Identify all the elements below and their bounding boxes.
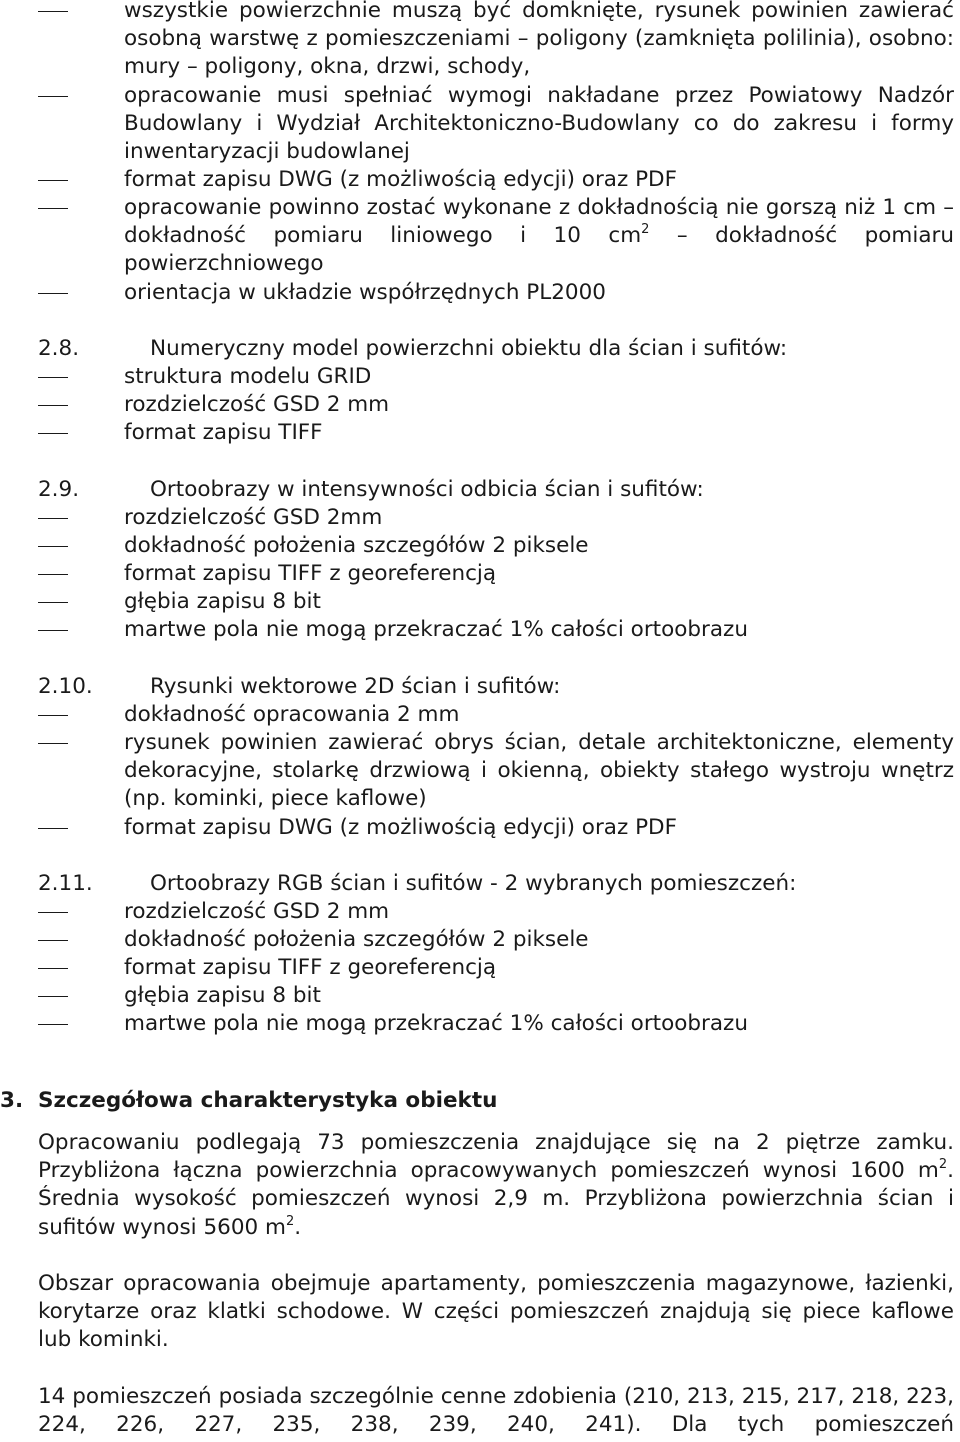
dash-bullet [38,518,68,519]
list-item-text: dokładność położenia szczegółów 2 piksele [124,533,589,558]
list-item-text: opracowanie powinno zostać wykonane z dokładnością nie gorszą niż 1 cm – dokładność pomiaru liniowego i 10 $cm^2$ – dokładność pomiaru powierzchniowego [124,195,954,277]
section-number: 2.9. [38,477,80,502]
dash-bullet [38,180,68,181]
chapter-title: Szczegółowa charakterystyka obiektu [38,1088,498,1113]
section-number: 2.8. [38,336,80,361]
dash-bullet [38,433,68,434]
dash-bullet [38,602,68,603]
paragraph: Obszar opracowania obejmuje apartamenty, pomieszczenia magazynowe, łazienki, korytarze oraz klatki schodowe. W części pomieszczeń znajdują się piece kaflowe lub kominki. [38,1271,954,1353]
dash-bullet [38,743,68,744]
section-number: 2.11. [38,871,93,896]
dash-bullet [38,96,68,97]
list-item-text: martwe pola nie mogą przekraczać 1% całości ortoobrazu [124,617,748,642]
list-item-text: rozdzielczość GSD 2mm [124,505,383,530]
list-item-text: martwe pola nie mogą przekraczać 1% całości ortoobrazu [124,1011,748,1036]
dash-bullet [38,940,68,941]
list-item-text: format zapisu TIFF [124,420,323,445]
dash-bullet [38,968,68,969]
chapter-number: 3. [0,1088,24,1113]
section-number: 2.10. [38,674,93,699]
section-title: Numeryczny model powierzchni obiektu dla ścian i sufitów: [150,336,788,361]
section-title: Rysunki wektorowe 2D ścian i sufitów: [150,674,561,699]
list-item-text: format zapisu TIFF z georeferencją [124,955,497,980]
dash-bullet [38,208,68,209]
section-title: Ortoobrazy RGB ścian i sufitów - 2 wybranych pomieszczeń: [150,871,797,896]
dash-bullet [38,546,68,547]
dash-bullet [38,996,68,997]
section-title: Ortoobrazy w intensywności odbicia ścian i sufitów: [150,477,704,502]
paragraph: Opracowaniu podlegają 73 pomieszczenia znajdujące się na 2 piętrze zamku. Przybliżona łączna powierzchnia opracowywanych pomieszczeń wynosi 1600 $m^2$. Średnia wysokość pomieszczeń wynosi 2,9 m. Przybliżona powierzchnia ścian i sufitów wynosi 5600 $m^2$. [38,1130,954,1240]
list-item-text: format zapisu DWG (z możliwością edycji) oraz PDF [124,815,677,840]
list-item-text: głębia zapisu 8 bit [124,983,321,1008]
list-item-text: głębia zapisu 8 bit [124,589,321,614]
dash-bullet [38,293,68,294]
dash-bullet [38,630,68,631]
dash-bullet [38,912,68,913]
list-item-text: rozdzielczość GSD 2 mm [124,392,390,417]
dash-bullet [38,574,68,575]
list-item-text: wszystkie powierzchnie muszą być domknięte, rysunek powinien zawierać osobną warstwę z pomieszczeniami – poligony (zamknięta polilinia), osobno: mury – poligony, okna, drzwi, schody, [124,0,954,80]
list-item-text: format zapisu DWG (z możliwością edycji) oraz PDF [124,167,677,192]
list-item-text: dokładność położenia szczegółów 2 piksele [124,927,589,952]
dash-bullet [38,828,68,829]
dash-bullet [38,715,68,716]
list-item-text: rozdzielczość GSD 2 mm [124,899,390,924]
dash-bullet [38,1024,68,1025]
list-item-text: rysunek powinien zawierać obrys ścian, detale architektoniczne, elementy dekoracyjne, stolarkę drzwiową i okienną, obiekty stałego wystroju wnętrz (np. kominki, piece kaflowe) [124,730,954,812]
dash-bullet [38,405,68,406]
paragraph: 14 pomieszczeń posiada szczególnie cenne zdobienia (210, 213, 215, 217, 218, 223, 224, 226, 227, 235, 238, 239, 240, 241). Dla tych pomieszczeń [38,1384,954,1438]
dash-bullet [38,377,68,378]
list-item-text: dokładność opracowania 2 mm [124,702,460,727]
list-item-text: orientacja w układzie współrzędnych PL2000 [124,280,606,305]
list-item-text: format zapisu TIFF z georeferencją [124,561,497,586]
list-item-text: opracowanie musi spełniać wymogi nakładane przez Powiatowy Nadzór Budowlany i Wydział Architektoniczno-Budowlany co do zakresu i formy inwentaryzacji budowlanej [124,83,954,165]
list-item-text: struktura modelu GRID [124,364,372,389]
dash-bullet [38,11,68,12]
